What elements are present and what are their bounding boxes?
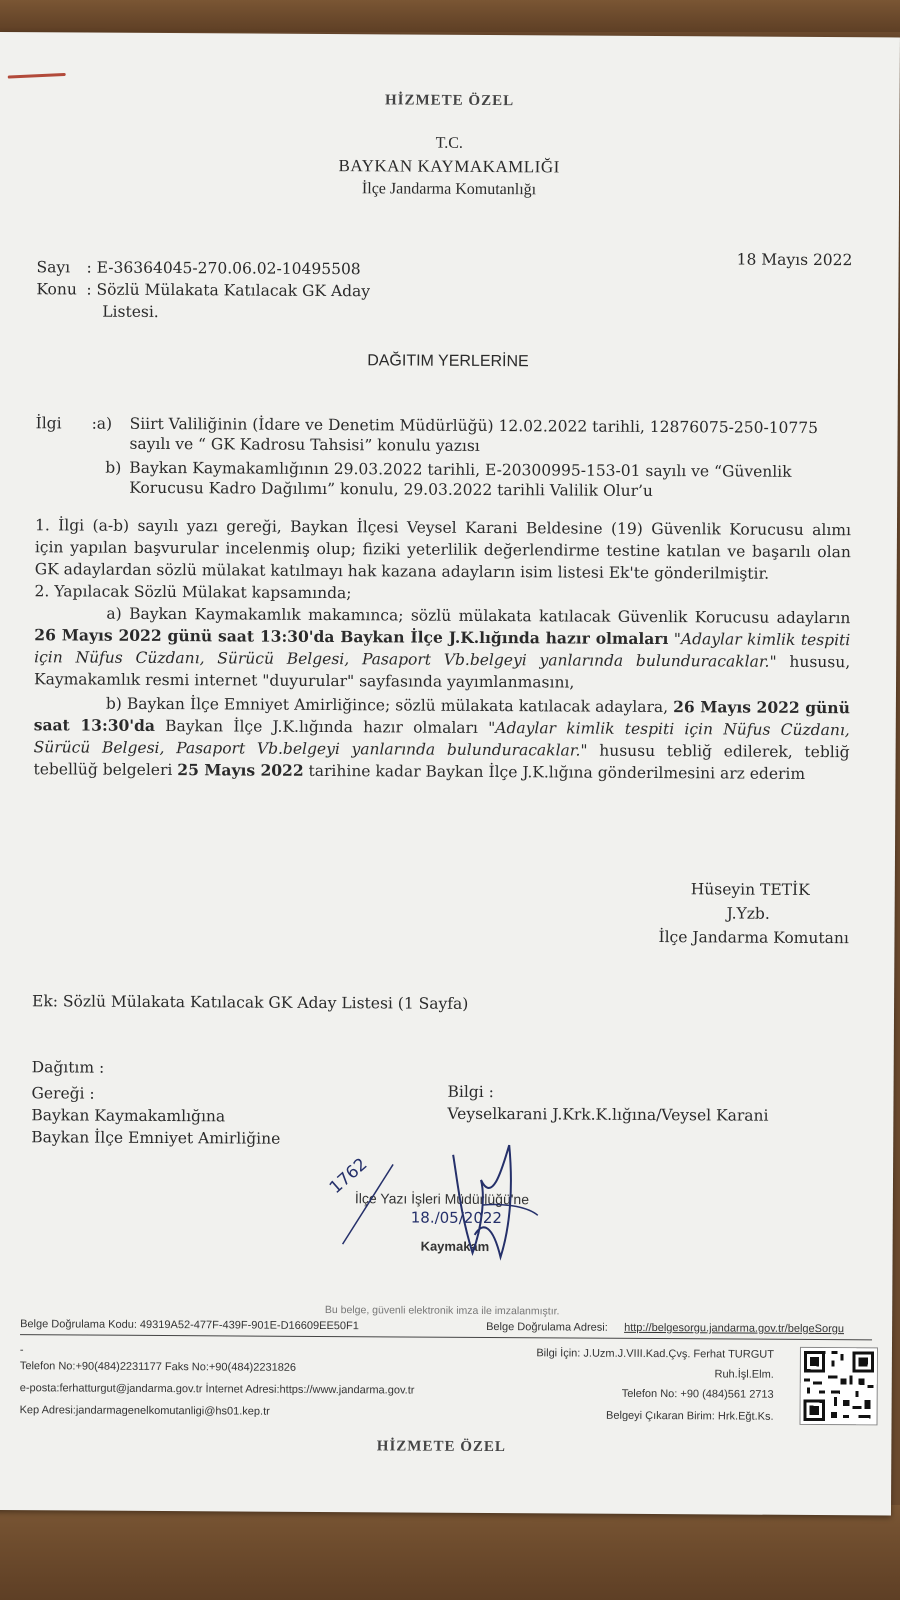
wood-surface-top (0, 0, 900, 32)
geregi-label: Gereği : (31, 1084, 95, 1103)
attachment-line: Ek: Sözlü Mülakata Katılacak GK Aday Listesi (1 Sayfa) (32, 992, 469, 1013)
p2b-line: tebellüğ belgeleri 25 Mayıs 2022 tarihine kadar Baykan İlçe J.K.lığına gönderilmesini arz ederim (33, 760, 806, 783)
distribution-label: Dağıtım : (31, 1058, 105, 1077)
ilgi-a-text-cont: sayılı ve “ GK Kadrosu Tahsisi” konulu yazısı (129, 434, 480, 455)
ilgi-label: İlgi (35, 414, 62, 433)
p2a-line: için Nüfus Cüzdanı, Sürücü Belgesi, Pasaport Vb.belgeyi yanlarında bulunduracaklar." hususu, (34, 648, 851, 672)
bilgi-recipient: Veyselkarani J.Krk.K.lığına/Veysel Karani (447, 1104, 769, 1125)
geregi-recipient: Baykan İlçe Emniyet Amirliğine (31, 1128, 281, 1148)
stamp-number: 1762 (325, 1154, 372, 1198)
footer-info-phone: Telefon No: +90 (484)561 2713 (621, 1387, 774, 1401)
footer-info-unit: Belgeyi Çıkaran Birim: Hrk.Eğt.Ks. (606, 1409, 774, 1423)
stamp-line: İlçe Yazı İşleri Müdürlüğü'ne (354, 1190, 530, 1208)
paragraph-2a (34, 602, 851, 695)
stamp-kaymakam: Kaymakam (420, 1238, 490, 1255)
p2b-line: saat 13:30'da Baykan İlçe J.K.lığında hazır olmaları "Adaylar kimlik tespiti için Nüfus Cüzdanı, (33, 715, 850, 740)
verification-address-link[interactable]: http://belgesorgu.jandarma.gov.tr/belgeSorgu (624, 1321, 845, 1336)
esign-note: Bu belge, güvenli elektronik imza ile imzalanmıştır. (324, 1304, 560, 1318)
document-page (0, 32, 900, 1515)
classification-top: HİZMETE ÖZEL (384, 92, 515, 110)
handwritten-signature (332, 1124, 573, 1265)
p1-line: 1. İlgi (a-b) sayılı yazı gereği, Baykan İlçesi Veysel Karani Beldesine (19) Güvenlik Korucusu alımı (34, 516, 852, 540)
paragraph-1 (35, 514, 852, 607)
footer-divider (20, 1334, 872, 1340)
p2a-line: a) Baykan Kaymakamlık makamınca; sözlü mülakata katılacak Güvenlik Korucusu adayların (106, 604, 851, 628)
header-unit: İlçe Jandarma Komutanlığı (361, 180, 537, 199)
wood-surface-bottom (0, 1505, 900, 1600)
header-tc: T.C. (435, 134, 464, 152)
ilgi-b-text: Baykan Kaymakamlığının 29.03.2022 tarihli, E-20300995-153-01 sayılı ve “Güvenlik (129, 458, 792, 481)
stamp-date: 18./05/2022 (410, 1208, 503, 1228)
qr-code (800, 1347, 878, 1425)
verification-address-label: Belge Doğrulama Adresi: (486, 1320, 608, 1334)
paragraph-2b (33, 692, 850, 785)
footer-dash: - (19, 1344, 24, 1357)
sayi-label: Sayı (36, 258, 71, 277)
verification-code: Belge Doğrulama Kodu: 49319A52-477F-439F-901E-D16609EE50F1 (20, 1318, 359, 1333)
ilgi-a-marker: :a) (91, 414, 113, 433)
classification-bottom: HİZMETE ÖZEL (376, 1438, 506, 1456)
footer-info-contact: Bilgi İçin: J.Uzm.J.VIII.Kad.Çvş. Ferhat TURGUT (536, 1347, 774, 1361)
document-date: 18 Mayıs 2022 (736, 250, 853, 270)
footer-info-role: Ruh.İşl.Elm. (714, 1368, 774, 1381)
distribution-heading: DAĞITIM YERLERİNE (367, 352, 529, 371)
konu-value-cont: Listesi. (102, 302, 159, 321)
p2a-line: 26 Mayıs 2022 günü saat 13:30'da Baykan İlçe J.K.lığında hazır olmaları "Adaylar kimlik tespiti (34, 625, 851, 650)
p1-line: GK adaylardan sözlü mülakat katılmayı hak kazana adayların isim listesi Ek'te gönderilmiştir. (34, 560, 770, 583)
p1-line: için yapılan başvurular incelenmiş olup; fiziki yeterlilik değerlendirme testine katılan ve başarılı olan (34, 538, 851, 562)
signatory-title: İlçe Jandarma Komutanı (658, 928, 849, 948)
pen-mark (8, 73, 66, 79)
konu-label: Konu (36, 280, 77, 299)
footer-kep: Kep Adresi:jandarmagenelkomutanligi@hs01.kep.tr (19, 1404, 270, 1418)
ilgi-b-marker: b) (105, 458, 122, 477)
p2-heading: 2. Yapılacak Sözlü Mülakat kapsamında; (34, 582, 352, 603)
konu-value: : Sözlü Mülakata Katılacak GK Aday (86, 280, 371, 301)
ilgi-b-text-cont: Korucusu Kadro Dağılımı” konulu, 29.03.2022 tarihli Valilik Olur’u (129, 478, 654, 500)
footer-phone-fax: Telefon No:+90(484)2231177 Faks No:+90(484)2231826 (19, 1360, 297, 1374)
p2a-line: Kaymakamlık resmi internet "duyurular" sayfasında yayımlanmasını, (33, 670, 575, 692)
sayi-value: : E-36364045-270.06.02-10495508 (86, 258, 361, 279)
ilgi-a-text: Siirt Valiliğinin (İdare ve Denetim Müdürlüğü) 12.02.2022 tarihli, 12876075-250-10775 (129, 414, 819, 438)
p2b-line: b) Baykan İlçe Emniyet Amirliğince; sözlü mülakata katılacak adaylara, 26 Mayıs 2022 günü (105, 694, 850, 718)
header-authority: BAYKAN KAYMAKAMLIĞI (338, 156, 560, 177)
signatory-rank: J.Yzb. (726, 904, 770, 923)
bilgi-label: Bilgi : (447, 1082, 494, 1102)
geregi-recipient: Baykan Kaymakamlığına (31, 1106, 226, 1126)
signatory-name: Hüseyin TETİK (690, 880, 810, 899)
p2b-line: Sürücü Belgesi, Pasaport Vb.belgeyi yanlarında bulunduracaklar." hususu tebliğ edilerek, tebliğ (33, 738, 850, 762)
footer-email-web: e-posta:ferhatturgut@jandarma.gov.tr İnternet Adresi:https://www.jandarma.gov.tr (19, 1382, 415, 1397)
